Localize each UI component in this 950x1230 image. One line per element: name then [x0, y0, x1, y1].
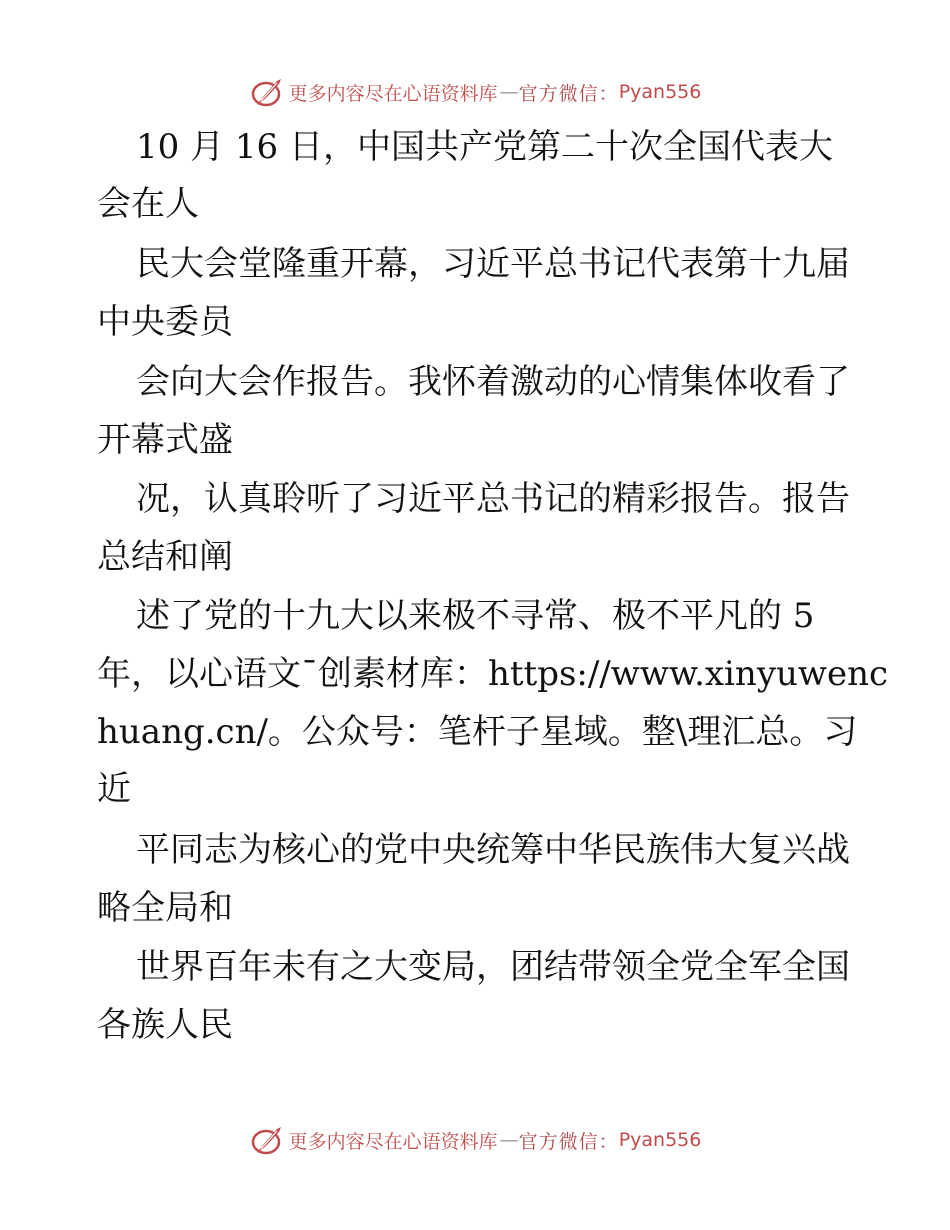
body-line: 总结和阐: [97, 537, 233, 577]
watermark-site-text: 更多内容尽在心语资料库: [288, 1130, 498, 1153]
watermark-separator: —: [499, 81, 517, 103]
body-line: 民大会堂隆重开幕，习近平总书记代表第十九届: [136, 244, 850, 284]
body-line: 各族人民: [97, 1005, 233, 1045]
body-line: 近: [97, 769, 131, 809]
body-line: 况，认真聆听了习近平总书记的精彩报告。报告: [136, 479, 850, 519]
watermark-wechat-label: 官方微信：: [518, 1130, 619, 1153]
body-line: 略全局和: [97, 888, 233, 928]
body-line: 平同志为核心的党中央统筹中华民族伟大复兴战: [136, 830, 850, 870]
body-line: 述了党的十九大以来极不寻常、极不平凡的 5: [136, 596, 815, 636]
body-line: 年，以心语文¯创素材库：https://www.xinyuwenc: [97, 654, 889, 694]
watermark-wechat-id: Pyan556: [618, 81, 702, 103]
watermark-wechat-id: Pyan556: [618, 1129, 702, 1151]
quill-pen-logo-icon: [249, 1123, 285, 1157]
body-line: 世界百年未有之大变局，团结带领全党全军全国: [136, 947, 850, 987]
footer-watermark: [0, 1120, 950, 1160]
body-line: 10 月 16 日，中国共产党第二十次全国代表大: [136, 127, 833, 167]
watermark-separator: —: [499, 1129, 517, 1151]
watermark-wechat-label: 官方微信：: [518, 82, 619, 105]
body-line: 会在人: [97, 184, 199, 224]
body-line: 开幕式盛: [97, 420, 233, 460]
body-line: 中央委员: [97, 302, 233, 342]
body-line: 会向大会作报告。我怀着激动的心情集体收看了: [136, 362, 850, 402]
watermark-site-text: 更多内容尽在心语资料库: [288, 82, 498, 105]
body-line: huang.cn/。公众号：笔杆子星域。整\理汇总。习: [97, 712, 858, 752]
